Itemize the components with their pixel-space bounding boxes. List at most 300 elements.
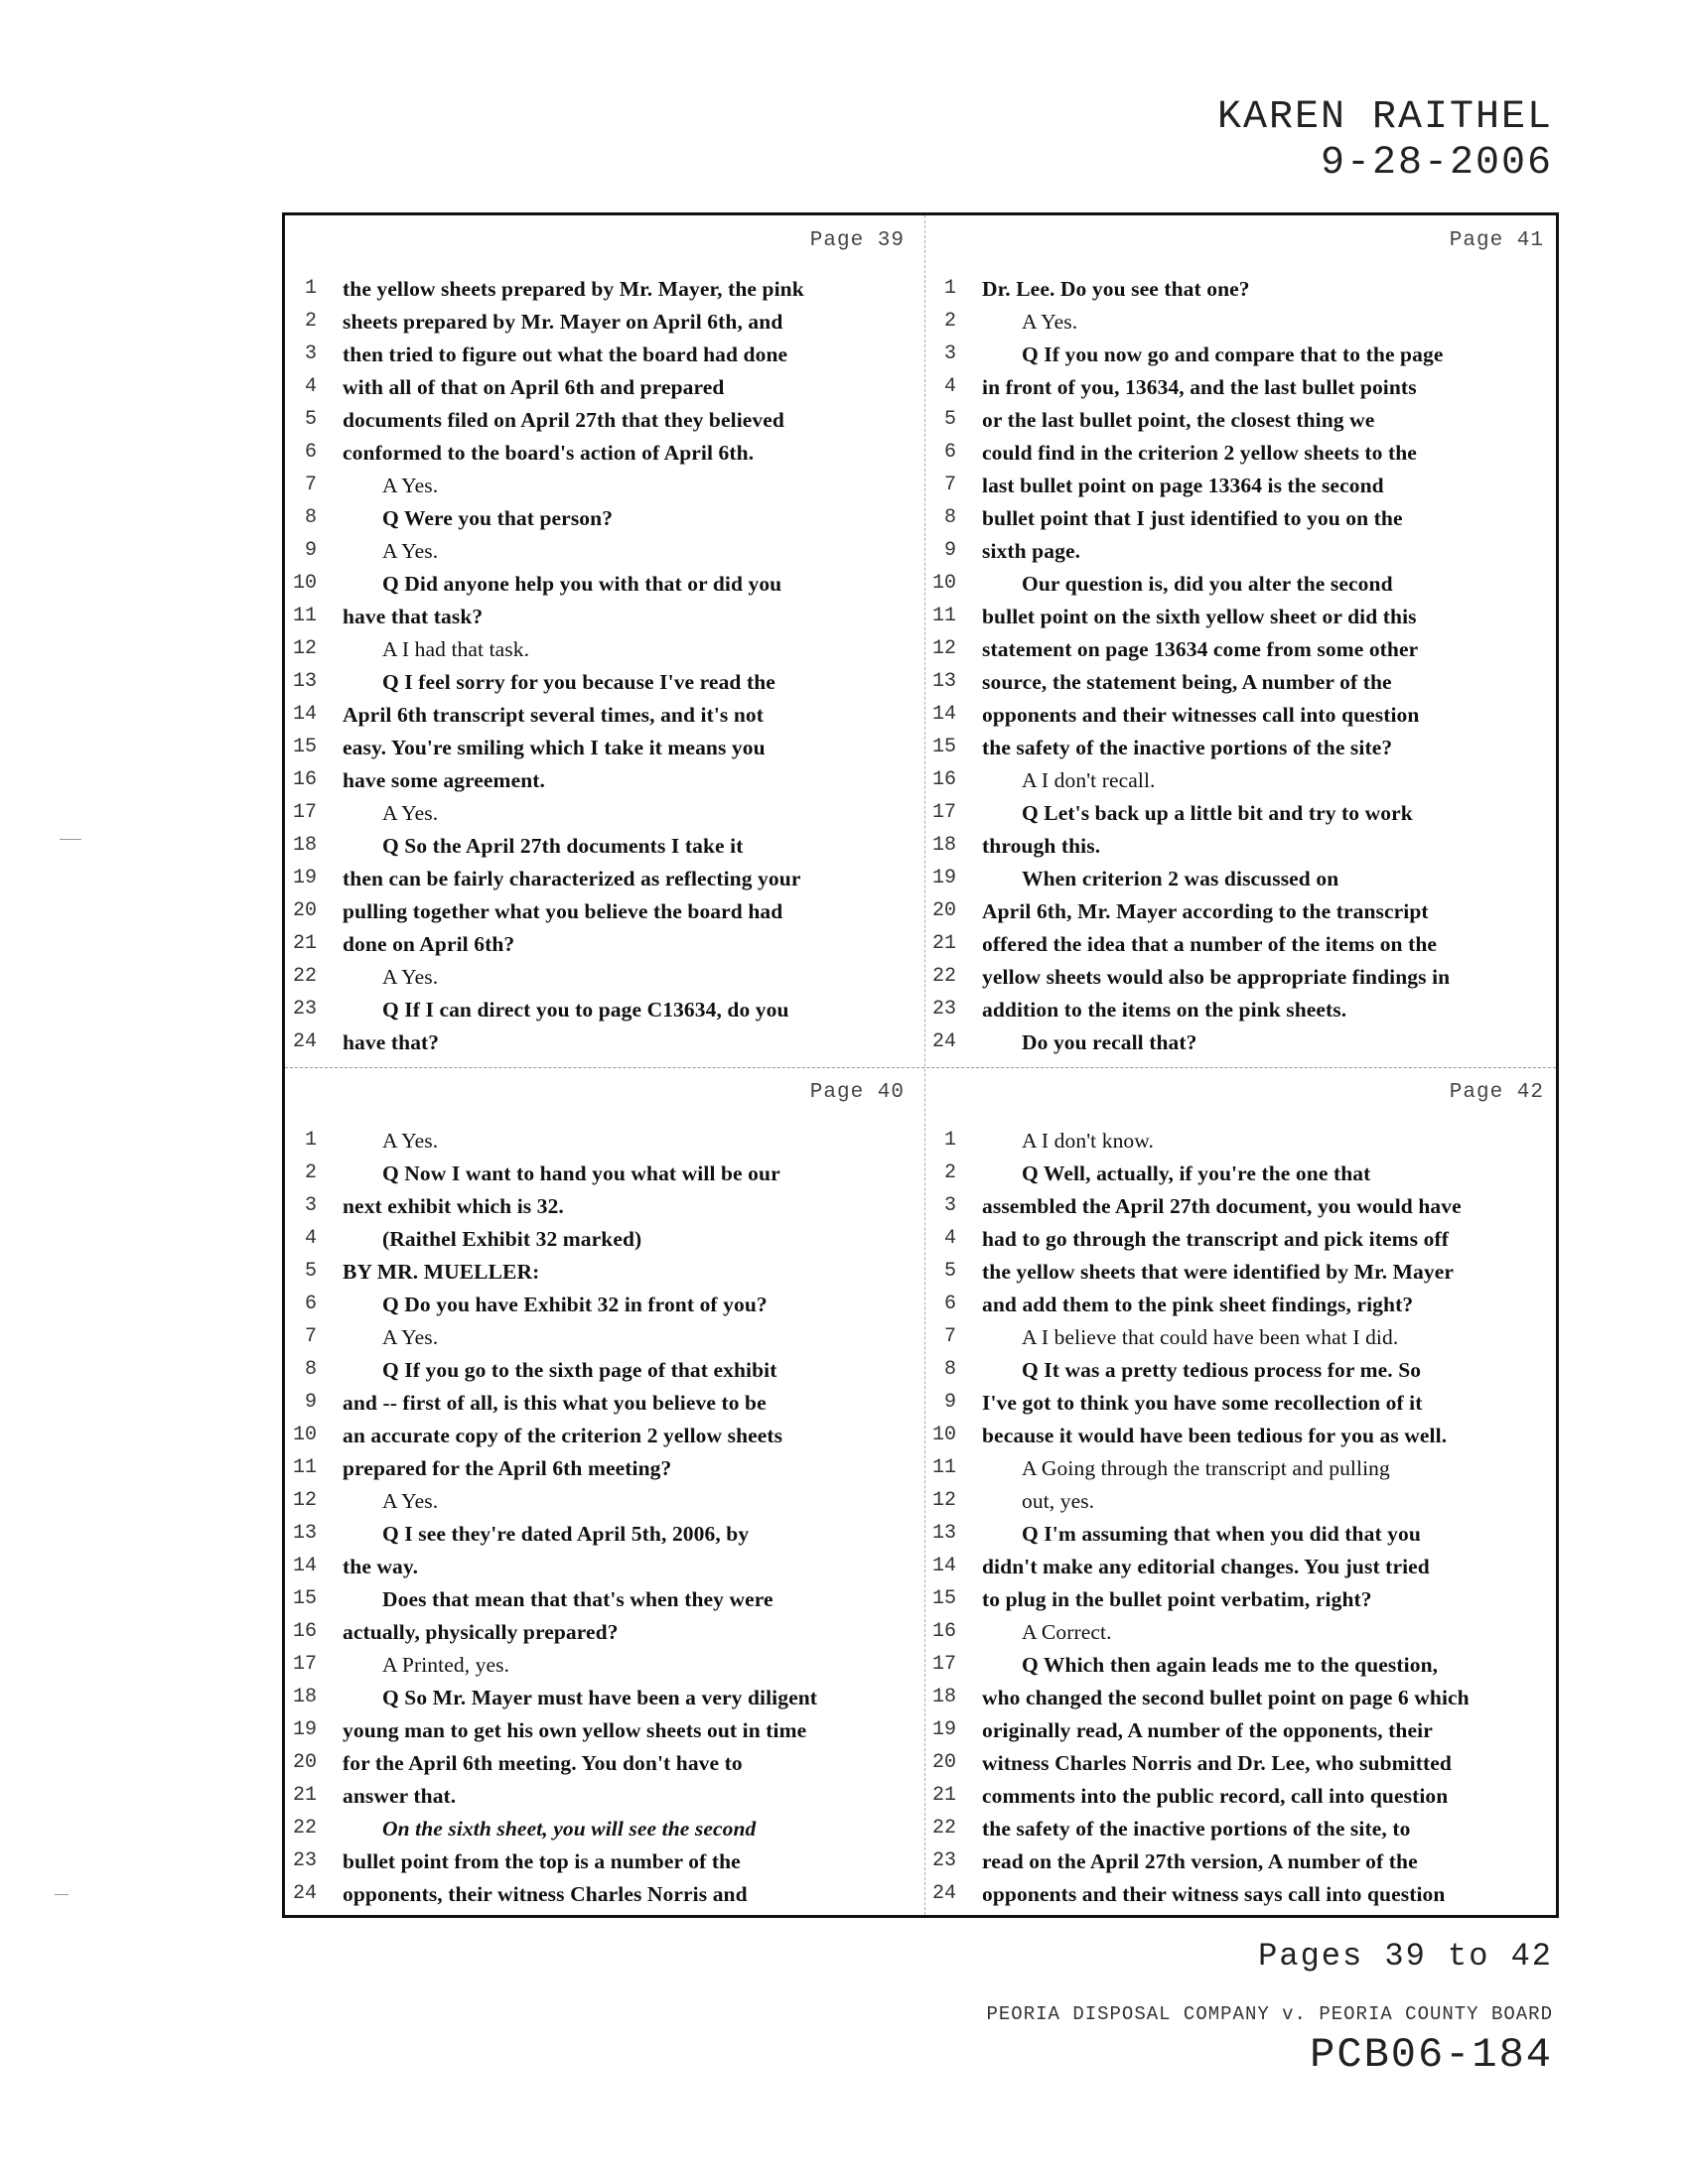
line-number: 18 [931,1686,956,1708]
case-title: PEORIA DISPOSAL COMPANY v. PEORIA COUNTY BOARD [986,2003,1553,2025]
transcript-line [285,1585,922,1618]
transcript-line [924,1323,1562,1356]
line-number: 2 [304,1161,317,1184]
line-number: 3 [943,1194,956,1217]
line-text: sixth page. [982,539,1081,563]
transcript-line [924,963,1562,996]
page-label: Page 42 [1449,1081,1544,1104]
line-number: 22 [931,1817,956,1840]
line-number: 11 [931,605,956,627]
line-text: A Yes. [382,1325,439,1349]
transcript-line [924,406,1562,439]
line-number: 2 [304,310,317,333]
line-text: documents filed on April 27th that they believed [343,408,784,432]
transcript-page-42 [924,1067,1562,1917]
transcript-line [924,1454,1562,1487]
line-text: out, yes. [1022,1489,1095,1513]
line-number: 10 [931,1424,956,1446]
line-text: I've got to think you have some recollection of it [982,1391,1423,1415]
line-text: Q I'm assuming that when you did that you [1022,1522,1421,1546]
line-number: 22 [931,965,956,988]
transcript-line [285,504,922,537]
transcript-line [285,1716,922,1749]
line-text: A Printed, yes. [382,1653,510,1677]
line-text: or the last bullet point, the closest thing we [982,408,1375,432]
line-number: 14 [931,703,956,726]
line-number: 23 [931,1849,956,1872]
line-number: 8 [304,1358,317,1381]
transcript-line [285,603,922,635]
line-number: 8 [943,1358,956,1381]
transcript-line [924,897,1562,930]
transcript-line [924,472,1562,504]
transcript-line [285,1258,922,1291]
transcript-line [285,832,922,865]
transcript-line [924,1815,1562,1847]
line-text: April 6th, Mr. Mayer according to the transcript [982,899,1429,923]
line-number: 23 [931,998,956,1021]
line-number: 6 [304,441,317,464]
line-number: 9 [304,1391,317,1414]
line-number: 2 [943,1161,956,1184]
transcript-line [924,341,1562,373]
line-number: 10 [931,572,956,595]
line-number: 6 [943,1293,956,1315]
transcript-line [285,1225,922,1258]
line-number: 6 [304,1293,317,1315]
transcript-line [924,1389,1562,1422]
transcript-frame [282,212,1559,1918]
line-text: have that task? [343,605,484,628]
transcript-line [285,1127,922,1160]
line-text: A I had that task. [382,637,530,661]
transcript-line [924,1585,1562,1618]
line-number: 24 [931,1030,956,1053]
line-text: When criterion 2 was discussed on [1022,867,1339,890]
transcript-line [924,1192,1562,1225]
line-number: 4 [304,375,317,398]
line-number: 8 [304,506,317,529]
transcript-line [924,1160,1562,1192]
line-number: 21 [931,1784,956,1807]
transcript-line [285,734,922,766]
transcript-line [285,897,922,930]
transcript-line [924,1028,1562,1061]
transcript-page-40 [285,1067,922,1917]
line-number: 15 [931,1587,956,1610]
line-text: have some agreement. [343,768,546,792]
transcript-line [285,1553,922,1585]
transcript-line [285,701,922,734]
line-text: in front of you, 13634, and the last bullet points [982,375,1417,399]
transcript-line [285,996,922,1028]
transcript-line [924,373,1562,406]
line-number: 11 [292,1456,317,1479]
transcript-line [924,1880,1562,1913]
transcript-line [285,1684,922,1716]
line-text: A I don't know. [1022,1129,1154,1153]
line-number: 9 [943,539,956,562]
line-number: 18 [931,834,956,857]
transcript-line [285,1880,922,1913]
line-number: 10 [292,1424,317,1446]
transcript-line [285,635,922,668]
line-text: Q I see they're dated April 5th, 2006, by [382,1522,750,1546]
transcript-line [924,1618,1562,1651]
transcript-line [285,1323,922,1356]
transcript-lines [924,1127,1562,1913]
transcript-line [285,1520,922,1553]
transcript-line [924,865,1562,897]
line-text: bullet point from the top is a number of the [343,1849,741,1873]
line-number: 21 [931,932,956,955]
line-text: sheets prepared by Mr. Mayer on April 6th, and [343,310,783,334]
margin-mark [55,1894,69,1895]
line-number: 21 [292,932,317,955]
line-text: A Going through the transcript and pulling [1022,1456,1390,1480]
line-number: 24 [292,1882,317,1905]
transcript-line [924,570,1562,603]
transcript-line [924,1749,1562,1782]
line-number: 16 [931,768,956,791]
transcript-line [924,439,1562,472]
line-number: 1 [304,277,317,300]
line-number: 19 [931,867,956,889]
line-text: prepared for the April 6th meeting? [343,1456,672,1480]
line-text: next exhibit which is 32. [343,1194,564,1218]
line-text: last bullet point on page 13364 is the second [982,474,1384,497]
line-text: opponents and their witnesses call into question [982,703,1420,727]
line-text: through this. [982,834,1101,858]
line-text: statement on page 13634 come from some other [982,637,1419,661]
line-number: 22 [292,1817,317,1840]
transcript-line [924,766,1562,799]
line-text: the safety of the inactive portions of the site? [982,736,1393,759]
line-text: A I don't recall. [1022,768,1156,792]
line-number: 22 [292,965,317,988]
transcript-lines [924,275,1562,1061]
line-number: 12 [931,637,956,660]
line-text: A Yes. [382,965,439,989]
line-text: read on the April 27th version, A number of the [982,1849,1418,1873]
line-number: 7 [304,1325,317,1348]
line-number: 3 [304,1194,317,1217]
transcript-line [285,570,922,603]
line-number: 23 [292,998,317,1021]
line-text: A Yes. [382,801,439,825]
line-number: 12 [931,1489,956,1512]
transcript-line [285,1192,922,1225]
docket-number: PCB06-184 [1310,2031,1553,2079]
line-text: Q Did anyone help you with that or did you [382,572,782,596]
transcript-line [924,635,1562,668]
line-text: A Correct. [1022,1620,1112,1644]
transcript-line [285,439,922,472]
transcript-line [285,1291,922,1323]
line-text: yellow sheets would also be appropriate findings in [982,965,1451,989]
line-number: 17 [931,801,956,824]
transcript-line [924,1716,1562,1749]
transcript-line [924,1782,1562,1815]
transcript-line [285,1160,922,1192]
transcript-page-41 [924,215,1562,1065]
transcript-line [285,1028,922,1061]
transcript-line [924,1651,1562,1684]
line-number: 5 [943,408,956,431]
transcript-line [924,308,1562,341]
transcript-line [924,1684,1562,1716]
line-text: to plug in the bullet point verbatim, right? [982,1587,1372,1611]
line-text: A Yes. [382,1129,439,1153]
transcript-line [285,341,922,373]
transcript-line [285,406,922,439]
line-text: could find in the criterion 2 yellow sheets to the [982,441,1417,465]
line-text: then can be fairly characterized as reflecting your [343,867,801,890]
line-number: 3 [943,342,956,365]
line-number: 20 [292,899,317,922]
transcript-line [924,1487,1562,1520]
line-text: bullet point that I just identified to you on the [982,506,1403,530]
line-number: 17 [931,1653,956,1676]
transcript-line [924,1520,1562,1553]
transcript-line [285,1847,922,1880]
line-number: 15 [292,736,317,758]
line-number: 23 [292,1849,317,1872]
transcript-line [924,1847,1562,1880]
line-text: originally read, A number of the opponents, their [982,1718,1433,1742]
line-number: 15 [931,736,956,758]
transcript-line [924,734,1562,766]
line-text: Q If I can direct you to page C13634, do you [382,998,789,1022]
deposition-date: 9-28-2006 [1320,141,1553,186]
line-text: the yellow sheets prepared by Mr. Mayer, the pink [343,277,804,301]
transcript-line [924,799,1562,832]
transcript-line [285,1618,922,1651]
transcript-lines [285,275,922,1061]
line-text: with all of that on April 6th and prepared [343,375,725,399]
line-number: 4 [943,1227,956,1250]
line-text: easy. You're smiling which I take it means you [343,736,766,759]
line-text: assembled the April 27th document, you would have [982,1194,1462,1218]
transcript-line [285,1487,922,1520]
transcript-line [285,373,922,406]
transcript-line [285,1815,922,1847]
transcript-line [285,930,922,963]
line-text: an accurate copy of the criterion 2 yellow sheets [343,1424,783,1447]
transcript-line [285,1422,922,1454]
transcript-line [285,1651,922,1684]
line-text: BY MR. MUELLER: [343,1260,540,1284]
transcript-line [285,799,922,832]
transcript-line [924,930,1562,963]
line-text: Q If you now go and compare that to the page [1022,342,1444,366]
line-text: A Yes. [1022,310,1078,334]
line-text: Q I feel sorry for you because I've read the [382,670,775,694]
line-text: Q So Mr. Mayer must have been a very diligent [382,1686,818,1709]
line-number: 14 [292,1555,317,1577]
line-text: bullet point on the sixth yellow sheet or did this [982,605,1417,628]
line-number: 12 [292,637,317,660]
line-text: Q Were you that person? [382,506,614,530]
line-text: offered the idea that a number of the items on the [982,932,1438,956]
line-number: 4 [304,1227,317,1250]
line-text: conformed to the board's action of April 6th. [343,441,755,465]
line-number: 6 [943,441,956,464]
line-number: 11 [292,605,317,627]
transcript-line [924,1127,1562,1160]
transcript-line [924,1258,1562,1291]
line-text: Q It was a pretty tedious process for me. So [1022,1358,1422,1382]
line-number: 13 [292,1522,317,1545]
transcript-line [924,1291,1562,1323]
line-text: the safety of the inactive portions of the site, to [982,1817,1411,1841]
line-text: Q Which then again leads me to the question, [1022,1653,1439,1677]
line-number: 7 [943,1325,956,1348]
line-number: 17 [292,801,317,824]
transcript-line [285,1749,922,1782]
line-text: for the April 6th meeting. You don't have to [343,1751,743,1775]
line-text: (Raithel Exhibit 32 marked) [382,1227,642,1251]
line-text: A Yes. [382,474,439,497]
line-text: On the sixth sheet, you will see the second [382,1817,757,1841]
line-number: 16 [292,768,317,791]
line-number: 3 [304,342,317,365]
line-number: 19 [931,1718,956,1741]
transcript-line [285,1356,922,1389]
line-text: have that? [343,1030,440,1054]
line-number: 24 [292,1030,317,1053]
line-number: 24 [931,1882,956,1905]
line-number: 12 [292,1489,317,1512]
line-number: 13 [292,670,317,693]
line-number: 16 [292,1620,317,1643]
transcript-line [285,1454,922,1487]
line-text: because it would have been tedious for you as well. [982,1424,1448,1447]
line-text: the way. [343,1555,419,1578]
line-text: comments into the public record, call into question [982,1784,1449,1808]
line-number: 5 [943,1260,956,1283]
pages-range: Pages 39 to 42 [1258,1938,1553,1975]
line-number: 1 [304,1129,317,1152]
transcript-line [285,766,922,799]
line-number: 7 [304,474,317,496]
transcript-line [285,963,922,996]
line-number: 10 [292,572,317,595]
line-number: 11 [931,1456,956,1479]
line-number: 20 [292,1751,317,1774]
transcript-line [924,701,1562,734]
line-number: 9 [943,1391,956,1414]
transcript-line [924,668,1562,701]
line-text: then tried to figure out what the board had done [343,342,788,366]
line-text: source, the statement being, A number of the [982,670,1392,694]
line-text: Does that mean that that's when they were [382,1587,773,1611]
line-number: 16 [931,1620,956,1643]
transcript-line [924,996,1562,1028]
line-text: pulling together what you believe the board had [343,899,783,923]
line-text: the yellow sheets that were identified by Mr. Mayer [982,1260,1455,1284]
transcript-line [285,275,922,308]
line-number: 14 [931,1555,956,1577]
line-text: Dr. Lee. Do you see that one? [982,277,1250,301]
line-number: 5 [304,1260,317,1283]
line-text: opponents, their witness Charles Norris and [343,1882,748,1906]
line-number: 4 [943,375,956,398]
line-number: 19 [292,867,317,889]
line-number: 13 [931,1522,956,1545]
line-text: didn't make any editorial changes. You just tried [982,1555,1430,1578]
line-text: Q Now I want to hand you what will be our [382,1161,780,1185]
transcript-line [924,832,1562,865]
line-number: 1 [943,1129,956,1152]
line-text: Q If you go to the sixth page of that exhibit [382,1358,777,1382]
line-text: Do you recall that? [1022,1030,1197,1054]
transcript-line [285,472,922,504]
transcript-line [924,504,1562,537]
line-text: young man to get his own yellow sheets out in time [343,1718,807,1742]
transcript-line [924,275,1562,308]
line-text: had to go through the transcript and pick items off [982,1227,1449,1251]
line-number: 19 [292,1718,317,1741]
transcript-line [924,1225,1562,1258]
line-number: 15 [292,1587,317,1610]
transcript-line [285,1389,922,1422]
line-number: 7 [943,474,956,496]
line-number: 20 [931,899,956,922]
line-text: Q Let's back up a little bit and try to work [1022,801,1413,825]
line-text: witness Charles Norris and Dr. Lee, who submitted [982,1751,1452,1775]
line-text: and -- first of all, is this what you believe to be [343,1391,767,1415]
transcript-line [285,537,922,570]
page-label: Page 39 [809,229,905,252]
line-text: Q So the April 27th documents I take it [382,834,744,858]
page-label: Page 41 [1449,229,1544,252]
line-text: opponents and their witness says call into question [982,1882,1446,1906]
line-text: answer that. [343,1784,457,1808]
line-number: 21 [292,1784,317,1807]
line-number: 18 [292,1686,317,1708]
line-number: 5 [304,408,317,431]
page-label: Page 40 [809,1081,905,1104]
line-text: who changed the second bullet point on page 6 which [982,1686,1470,1709]
line-number: 1 [943,277,956,300]
line-text: April 6th transcript several times, and it's not [343,703,765,727]
line-number: 9 [304,539,317,562]
line-text: A I believe that could have been what I did. [1022,1325,1399,1349]
transcript-line [285,1782,922,1815]
line-text: addition to the items on the pink sheets. [982,998,1347,1022]
line-text: and add them to the pink sheet findings, right? [982,1293,1414,1316]
margin-mark [60,839,81,840]
line-text: A Yes. [382,539,439,563]
transcript-lines [285,1127,922,1913]
line-number: 17 [292,1653,317,1676]
line-number: 18 [292,834,317,857]
transcript-line [285,865,922,897]
line-text: actually, physically prepared? [343,1620,619,1644]
transcript-line [285,308,922,341]
line-text: A Yes. [382,1489,439,1513]
line-number: 2 [943,310,956,333]
line-number: 20 [931,1751,956,1774]
transcript-line [924,537,1562,570]
line-text: Our question is, did you alter the second [1022,572,1393,596]
line-number: 14 [292,703,317,726]
transcript-line [285,668,922,701]
line-text: done on April 6th? [343,932,515,956]
transcript-line [924,603,1562,635]
transcript-line [924,1356,1562,1389]
